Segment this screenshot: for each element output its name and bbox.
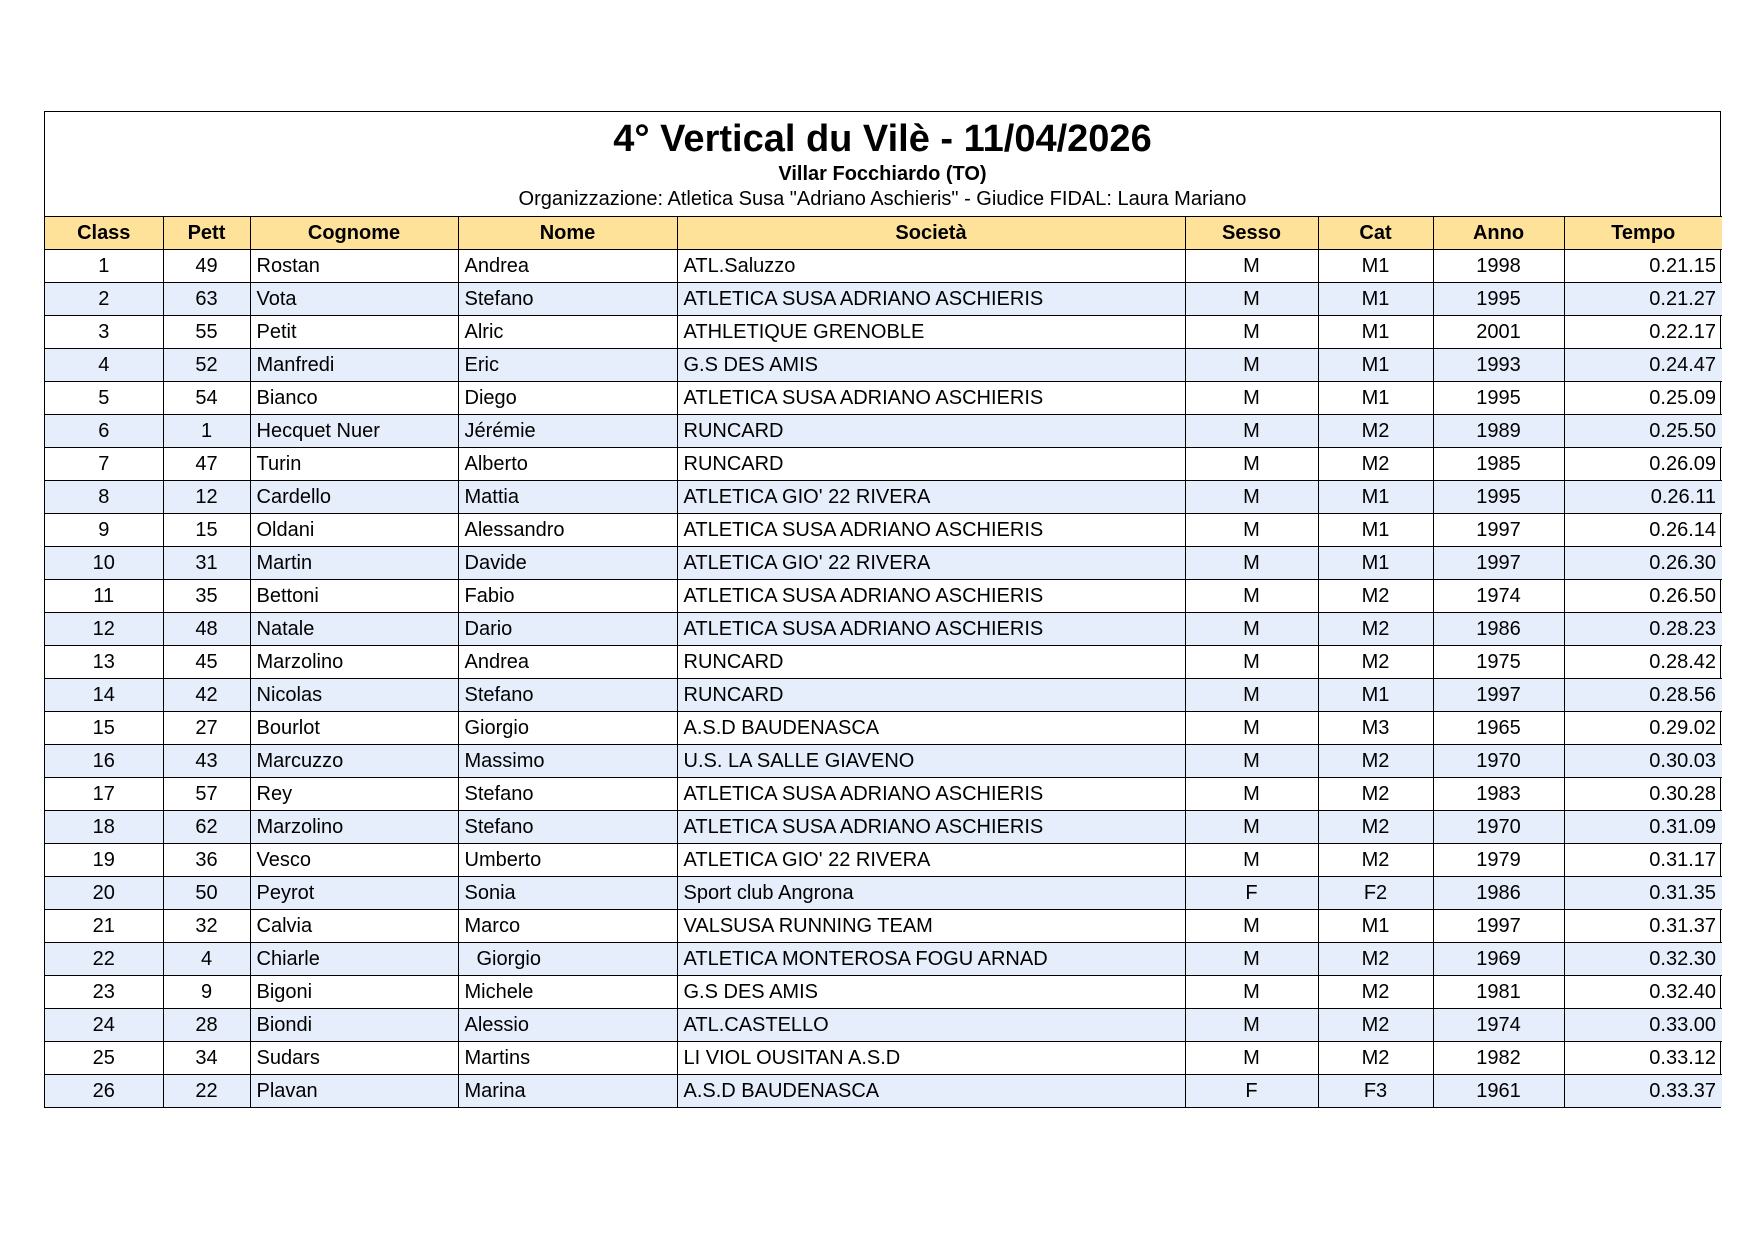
cell-societa: RUNCARD [677, 448, 1185, 481]
cell-anno: 1961 [1433, 1075, 1564, 1108]
table-row [45, 910, 1722, 943]
cell-sesso: M [1185, 316, 1318, 349]
cell-societa: LI VIOL OUSITAN A.S.D [677, 1042, 1185, 1075]
cell-cognome: Vota [250, 283, 458, 316]
table-row [45, 580, 1722, 613]
cell-pett: 55 [163, 316, 250, 349]
cell-cat: F3 [1318, 1075, 1433, 1108]
cell-cognome: Nicolas [250, 679, 458, 712]
cell-anno: 1997 [1433, 910, 1564, 943]
cell-pett: 15 [163, 514, 250, 547]
table-row [45, 250, 1722, 283]
cell-tempo: 0.28.56 [1564, 679, 1722, 712]
cell-nome: Stefano [458, 283, 677, 316]
cell-societa: ATLETICA SUSA ADRIANO ASCHIERIS [677, 514, 1185, 547]
cell-societa: ATLETICA GIO' 22 RIVERA [677, 547, 1185, 580]
cell-cognome: Oldani [250, 514, 458, 547]
cell-pett: 1 [163, 415, 250, 448]
cell-tempo: 0.33.12 [1564, 1042, 1722, 1075]
cell-nome: Martins [458, 1042, 677, 1075]
cell-anno: 1974 [1433, 580, 1564, 613]
cell-pett: 49 [163, 250, 250, 283]
table-row [45, 712, 1722, 745]
cell-cat: M2 [1318, 811, 1433, 844]
cell-cognome: Petit [250, 316, 458, 349]
cell-tempo: 0.24.47 [1564, 349, 1722, 382]
cell-class: 24 [45, 1009, 163, 1042]
cell-anno: 1995 [1433, 283, 1564, 316]
table-row [45, 745, 1722, 778]
cell-nome: Alric [458, 316, 677, 349]
cell-tempo: 0.32.40 [1564, 976, 1722, 1009]
cell-class: 2 [45, 283, 163, 316]
cell-pett: 62 [163, 811, 250, 844]
column-header-class: Class [45, 217, 163, 250]
cell-cognome: Bettoni [250, 580, 458, 613]
cell-anno: 1997 [1433, 679, 1564, 712]
cell-anno: 1982 [1433, 1042, 1564, 1075]
cell-societa: ATLETICA SUSA ADRIANO ASCHIERIS [677, 580, 1185, 613]
cell-class: 20 [45, 877, 163, 910]
cell-cat: M1 [1318, 316, 1433, 349]
cell-anno: 1998 [1433, 250, 1564, 283]
cell-pett: 32 [163, 910, 250, 943]
cell-pett: 28 [163, 1009, 250, 1042]
cell-sesso: M [1185, 349, 1318, 382]
cell-sesso: M [1185, 778, 1318, 811]
cell-tempo: 0.32.30 [1564, 943, 1722, 976]
cell-societa: ATL.CASTELLO [677, 1009, 1185, 1042]
cell-cognome: Plavan [250, 1075, 458, 1108]
cell-pett: 50 [163, 877, 250, 910]
cell-nome: Mattia [458, 481, 677, 514]
cell-nome: Davide [458, 547, 677, 580]
cell-sesso: M [1185, 844, 1318, 877]
table-row [45, 349, 1722, 382]
cell-pett: 34 [163, 1042, 250, 1075]
cell-sesso: M [1185, 745, 1318, 778]
cell-cat: M1 [1318, 349, 1433, 382]
table-row [45, 283, 1722, 316]
cell-societa: G.S DES AMIS [677, 976, 1185, 1009]
cell-cognome: Vesco [250, 844, 458, 877]
cell-sesso: M [1185, 1042, 1318, 1075]
cell-societa: RUNCARD [677, 415, 1185, 448]
cell-sesso: F [1185, 1075, 1318, 1108]
cell-tempo: 0.26.30 [1564, 547, 1722, 580]
column-header-societa: Società [677, 217, 1185, 250]
cell-anno: 1986 [1433, 877, 1564, 910]
cell-sesso: M [1185, 910, 1318, 943]
cell-pett: 36 [163, 844, 250, 877]
table-row [45, 943, 1722, 976]
cell-cognome: Marzolino [250, 811, 458, 844]
cell-tempo: 0.33.37 [1564, 1075, 1722, 1108]
cell-societa: ATHLETIQUE GRENOBLE [677, 316, 1185, 349]
cell-cat: M2 [1318, 646, 1433, 679]
cell-anno: 1970 [1433, 811, 1564, 844]
cell-class: 6 [45, 415, 163, 448]
cell-cat: M2 [1318, 580, 1433, 613]
page-title: 4° Vertical du Vilè - 11/04/2026 [613, 118, 1152, 160]
cell-cat: M2 [1318, 778, 1433, 811]
cell-nome: Sonia [458, 877, 677, 910]
cell-class: 23 [45, 976, 163, 1009]
table-row [45, 877, 1722, 910]
event-location: Villar Focchiardo (TO) [778, 163, 987, 185]
cell-class: 1 [45, 250, 163, 283]
cell-pett: 22 [163, 1075, 250, 1108]
organization-line: Organizzazione: Atletica Susa "Adriano Aschieris" - Giudice FIDAL: Laura Mariano [518, 188, 1247, 210]
cell-nome: Alessio [458, 1009, 677, 1042]
cell-class: 21 [45, 910, 163, 943]
column-header-cognome: Cognome [250, 217, 458, 250]
cell-cognome: Manfredi [250, 349, 458, 382]
cell-cognome: Turin [250, 448, 458, 481]
cell-societa: A.S.D BAUDENASCA [677, 1075, 1185, 1108]
cell-societa: ATLETICA GIO' 22 RIVERA [677, 481, 1185, 514]
cell-anno: 1970 [1433, 745, 1564, 778]
cell-cat: F2 [1318, 877, 1433, 910]
cell-tempo: 0.25.50 [1564, 415, 1722, 448]
cell-cat: M2 [1318, 943, 1433, 976]
cell-cat: M2 [1318, 844, 1433, 877]
cell-societa: ATLETICA SUSA ADRIANO ASCHIERIS [677, 811, 1185, 844]
cell-anno: 2001 [1433, 316, 1564, 349]
cell-societa: A.S.D BAUDENASCA [677, 712, 1185, 745]
cell-cat: M1 [1318, 679, 1433, 712]
cell-class: 19 [45, 844, 163, 877]
cell-pett: 43 [163, 745, 250, 778]
cell-societa: RUNCARD [677, 646, 1185, 679]
cell-anno: 1975 [1433, 646, 1564, 679]
cell-class: 11 [45, 580, 163, 613]
table-row [45, 811, 1722, 844]
cell-cognome: Marcuzzo [250, 745, 458, 778]
column-header-cat: Cat [1318, 217, 1433, 250]
cell-pett: 63 [163, 283, 250, 316]
cell-tempo: 0.33.00 [1564, 1009, 1722, 1042]
cell-sesso: M [1185, 448, 1318, 481]
cell-pett: 4 [163, 943, 250, 976]
cell-anno: 1989 [1433, 415, 1564, 448]
cell-nome: Dario [458, 613, 677, 646]
cell-sesso: M [1185, 646, 1318, 679]
cell-tempo: 0.28.42 [1564, 646, 1722, 679]
table-header-row [45, 217, 1722, 250]
cell-cat: M1 [1318, 283, 1433, 316]
cell-pett: 48 [163, 613, 250, 646]
cell-tempo: 0.22.17 [1564, 316, 1722, 349]
cell-nome: Giorgio [458, 712, 677, 745]
cell-class: 3 [45, 316, 163, 349]
cell-cat: M1 [1318, 382, 1433, 415]
cell-pett: 42 [163, 679, 250, 712]
cell-pett: 31 [163, 547, 250, 580]
cell-anno: 1986 [1433, 613, 1564, 646]
results-body [45, 250, 1722, 1108]
cell-cognome: Rostan [250, 250, 458, 283]
column-header-tempo: Tempo [1564, 217, 1722, 250]
cell-sesso: M [1185, 712, 1318, 745]
cell-sesso: M [1185, 283, 1318, 316]
table-row [45, 1042, 1722, 1075]
cell-cat: M2 [1318, 415, 1433, 448]
cell-cognome: Sudars [250, 1042, 458, 1075]
cell-anno: 1997 [1433, 547, 1564, 580]
cell-cognome: Natale [250, 613, 458, 646]
table-row [45, 316, 1722, 349]
cell-nome: Diego [458, 382, 677, 415]
cell-cognome: Bourlot [250, 712, 458, 745]
cell-tempo: 0.21.15 [1564, 250, 1722, 283]
cell-nome: Alberto [458, 448, 677, 481]
cell-cognome: Marzolino [250, 646, 458, 679]
cell-pett: 9 [163, 976, 250, 1009]
cell-nome: Andrea [458, 250, 677, 283]
table-row [45, 547, 1722, 580]
cell-tempo: 0.26.11 [1564, 481, 1722, 514]
cell-sesso: M [1185, 1009, 1318, 1042]
cell-class: 15 [45, 712, 163, 745]
cell-anno: 1983 [1433, 778, 1564, 811]
cell-cat: M1 [1318, 547, 1433, 580]
cell-societa: U.S. LA SALLE GIAVENO [677, 745, 1185, 778]
cell-societa: ATLETICA SUSA ADRIANO ASCHIERIS [677, 613, 1185, 646]
table-row [45, 514, 1722, 547]
cell-anno: 1965 [1433, 712, 1564, 745]
cell-cat: M2 [1318, 613, 1433, 646]
cell-cat: M2 [1318, 448, 1433, 481]
cell-anno: 1969 [1433, 943, 1564, 976]
cell-cat: M2 [1318, 745, 1433, 778]
cell-class: 10 [45, 547, 163, 580]
cell-societa: ATLETICA SUSA ADRIANO ASCHIERIS [677, 283, 1185, 316]
cell-class: 13 [45, 646, 163, 679]
table-row [45, 1009, 1722, 1042]
cell-tempo: 0.26.09 [1564, 448, 1722, 481]
cell-class: 5 [45, 382, 163, 415]
table-row [45, 844, 1722, 877]
cell-anno: 1985 [1433, 448, 1564, 481]
cell-cat: M2 [1318, 1009, 1433, 1042]
cell-pett: 27 [163, 712, 250, 745]
cell-class: 8 [45, 481, 163, 514]
cell-sesso: M [1185, 976, 1318, 1009]
cell-anno: 1974 [1433, 1009, 1564, 1042]
cell-cognome: Hecquet Nuer [250, 415, 458, 448]
cell-nome: Marco [458, 910, 677, 943]
cell-cognome: Cardello [250, 481, 458, 514]
cell-nome: Umberto [458, 844, 677, 877]
cell-pett: 57 [163, 778, 250, 811]
cell-sesso: M [1185, 679, 1318, 712]
cell-tempo: 0.29.02 [1564, 712, 1722, 745]
results-sheet [44, 111, 1721, 1108]
cell-class: 18 [45, 811, 163, 844]
cell-class: 7 [45, 448, 163, 481]
cell-anno: 1993 [1433, 349, 1564, 382]
cell-nome: Alessandro [458, 514, 677, 547]
cell-cat: M2 [1318, 976, 1433, 1009]
cell-cognome: Bigoni [250, 976, 458, 1009]
cell-societa: ATLETICA SUSA ADRIANO ASCHIERIS [677, 778, 1185, 811]
cell-anno: 1997 [1433, 514, 1564, 547]
table-row [45, 976, 1722, 1009]
cell-anno: 1979 [1433, 844, 1564, 877]
column-header-anno: Anno [1433, 217, 1564, 250]
cell-tempo: 0.31.37 [1564, 910, 1722, 943]
cell-nome: Stefano [458, 679, 677, 712]
cell-class: 9 [45, 514, 163, 547]
cell-cognome: Rey [250, 778, 458, 811]
cell-tempo: 0.30.03 [1564, 745, 1722, 778]
cell-sesso: M [1185, 811, 1318, 844]
table-row [45, 448, 1722, 481]
cell-cat: M1 [1318, 481, 1433, 514]
cell-sesso: M [1185, 382, 1318, 415]
cell-pett: 54 [163, 382, 250, 415]
cell-tempo: 0.31.09 [1564, 811, 1722, 844]
cell-societa: ATLETICA MONTEROSA FOGU ARNAD [677, 943, 1185, 976]
cell-nome: Giorgio [458, 943, 677, 976]
cell-class: 22 [45, 943, 163, 976]
cell-anno: 1995 [1433, 481, 1564, 514]
cell-tempo: 0.31.17 [1564, 844, 1722, 877]
table-row [45, 778, 1722, 811]
cell-cognome: Biondi [250, 1009, 458, 1042]
cell-nome: Andrea [458, 646, 677, 679]
column-header-pett: Pett [163, 217, 250, 250]
cell-class: 25 [45, 1042, 163, 1075]
column-header-sesso: Sesso [1185, 217, 1318, 250]
cell-cognome: Martin [250, 547, 458, 580]
cell-tempo: 0.31.35 [1564, 877, 1722, 910]
cell-pett: 52 [163, 349, 250, 382]
cell-societa: RUNCARD [677, 679, 1185, 712]
cell-sesso: F [1185, 877, 1318, 910]
cell-sesso: M [1185, 514, 1318, 547]
cell-tempo: 0.25.09 [1564, 382, 1722, 415]
cell-pett: 12 [163, 481, 250, 514]
cell-class: 17 [45, 778, 163, 811]
cell-sesso: M [1185, 580, 1318, 613]
table-row [45, 415, 1722, 448]
cell-societa: G.S DES AMIS [677, 349, 1185, 382]
cell-class: 14 [45, 679, 163, 712]
table-row [45, 646, 1722, 679]
table-row [45, 382, 1722, 415]
cell-sesso: M [1185, 943, 1318, 976]
cell-societa: ATL.Saluzzo [677, 250, 1185, 283]
cell-nome: Marina [458, 1075, 677, 1108]
cell-cat: M1 [1318, 514, 1433, 547]
cell-tempo: 0.30.28 [1564, 778, 1722, 811]
cell-anno: 1981 [1433, 976, 1564, 1009]
cell-class: 26 [45, 1075, 163, 1108]
cell-tempo: 0.26.50 [1564, 580, 1722, 613]
cell-tempo: 0.21.27 [1564, 283, 1722, 316]
cell-nome: Stefano [458, 811, 677, 844]
cell-sesso: M [1185, 613, 1318, 646]
cell-sesso: M [1185, 250, 1318, 283]
cell-cat: M1 [1318, 250, 1433, 283]
cell-sesso: M [1185, 547, 1318, 580]
cell-class: 4 [45, 349, 163, 382]
cell-cat: M1 [1318, 910, 1433, 943]
table-row [45, 1075, 1722, 1108]
cell-nome: Michele [458, 976, 677, 1009]
cell-class: 12 [45, 613, 163, 646]
cell-societa: ATLETICA GIO' 22 RIVERA [677, 844, 1185, 877]
column-header-nome: Nome [458, 217, 677, 250]
cell-societa: ATLETICA SUSA ADRIANO ASCHIERIS [677, 382, 1185, 415]
cell-cognome: Bianco [250, 382, 458, 415]
cell-cognome: Chiarle [250, 943, 458, 976]
cell-pett: 35 [163, 580, 250, 613]
title-block [45, 112, 1720, 216]
table-row [45, 679, 1722, 712]
cell-tempo: 0.26.14 [1564, 514, 1722, 547]
cell-nome: Jérémie [458, 415, 677, 448]
table-row [45, 481, 1722, 514]
cell-cat: M3 [1318, 712, 1433, 745]
cell-cognome: Calvia [250, 910, 458, 943]
results-table [45, 216, 1722, 1107]
cell-class: 16 [45, 745, 163, 778]
cell-pett: 47 [163, 448, 250, 481]
cell-nome: Stefano [458, 778, 677, 811]
cell-nome: Eric [458, 349, 677, 382]
cell-societa: Sport club Angrona [677, 877, 1185, 910]
cell-anno: 1995 [1433, 382, 1564, 415]
cell-sesso: M [1185, 415, 1318, 448]
cell-sesso: M [1185, 481, 1318, 514]
cell-nome: Massimo [458, 745, 677, 778]
cell-societa: VALSUSA RUNNING TEAM [677, 910, 1185, 943]
cell-pett: 45 [163, 646, 250, 679]
cell-cat: M2 [1318, 1042, 1433, 1075]
cell-tempo: 0.28.23 [1564, 613, 1722, 646]
cell-cognome: Peyrot [250, 877, 458, 910]
cell-nome: Fabio [458, 580, 677, 613]
table-row [45, 613, 1722, 646]
